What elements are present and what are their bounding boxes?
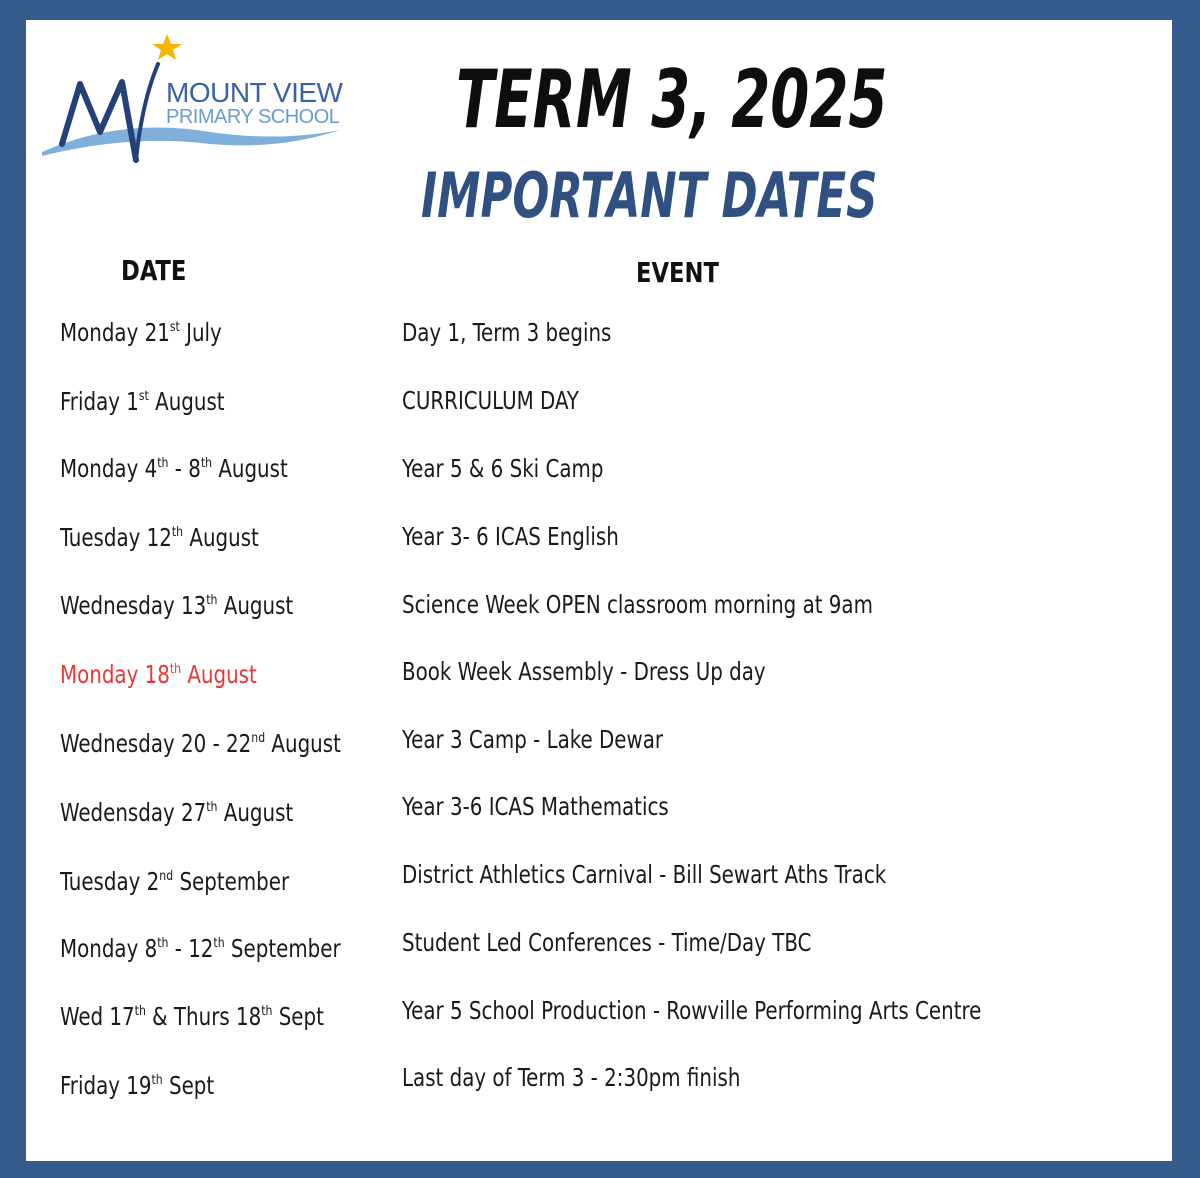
row-date: Monday 21st July — [60, 318, 222, 347]
row-date: Wednesday 20 - 22nd August — [60, 729, 341, 758]
row-date: Tuesday 12th August — [60, 523, 259, 552]
row-date: Wednesday 13th August — [60, 591, 294, 620]
row-event: Year 3- 6 ICAS English — [402, 522, 619, 551]
row-date: Friday 1st August — [60, 387, 225, 416]
row-date: Monday 4th - 8th August — [60, 454, 288, 483]
page-title: TERM 3, 2025 — [456, 53, 888, 146]
page-subtitle: IMPORTANT DATES — [421, 159, 878, 232]
row-event: Science Week OPEN classroom morning at 9am — [402, 590, 873, 619]
row-event: Year 3-6 ICAS Mathematics — [402, 792, 669, 821]
row-date: Tuesday 2nd September — [60, 867, 290, 896]
school-name-line1: MOUNT VIEW — [166, 77, 343, 108]
important-dates-sheet — [26, 20, 1172, 1161]
row-date: Friday 19th Sept — [60, 1071, 215, 1100]
row-event: Year 5 School Production - Rowville Performing Arts Centre — [402, 996, 982, 1025]
row-event: CURRICULUM DAY — [402, 386, 579, 415]
row-date: Wed 17th & Thurs 18th Sept — [60, 1002, 324, 1031]
row-event: District Athletics Carnival - Bill Sewart Aths Track — [402, 860, 887, 889]
event-column-header: EVENT — [636, 256, 719, 289]
row-event: Book Week Assembly - Dress Up day — [402, 657, 766, 686]
row-date: Monday 8th - 12th September — [60, 934, 341, 963]
row-event: Year 3 Camp - Lake Dewar — [402, 725, 664, 754]
school-name-line2: PRIMARY SCHOOL — [166, 106, 340, 128]
row-event: Year 5 & 6 Ski Camp — [402, 454, 604, 483]
row-date: Monday 18th August — [60, 660, 257, 689]
row-event: Last day of Term 3 - 2:30pm finish — [402, 1063, 741, 1092]
school-logo-text — [166, 77, 343, 128]
school-logo — [40, 32, 370, 182]
row-date: Wedensday 27th August — [60, 798, 294, 827]
row-event: Student Led Conferences - Time/Day TBC — [402, 928, 812, 957]
date-column-header: DATE — [121, 254, 187, 287]
row-event: Day 1, Term 3 begins — [402, 318, 612, 347]
